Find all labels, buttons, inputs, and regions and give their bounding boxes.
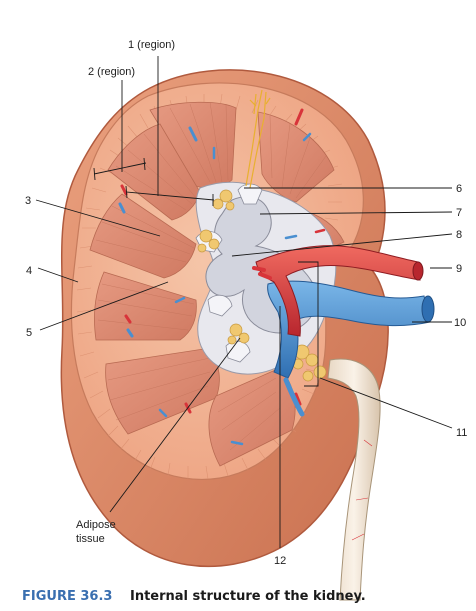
caption-figure-number: FIGURE 36.3 <box>22 589 113 604</box>
label-4: 4 <box>26 265 33 277</box>
label-8: 8 <box>456 229 463 241</box>
label-11: 11 <box>456 427 468 439</box>
label-12: 12 <box>274 555 287 567</box>
caption-title: Internal structure of the kidney. <box>130 589 366 604</box>
label-adipose-line1: Adipose <box>76 519 116 531</box>
label-3: 3 <box>25 195 32 207</box>
label-adipose-line2: tissue <box>76 533 105 545</box>
label-10: 10 <box>454 317 467 329</box>
label-region-1: 1 (region) <box>128 39 176 51</box>
label-9: 9 <box>456 263 463 275</box>
label-region-2: 2 (region) <box>88 66 136 78</box>
figure-caption <box>22 589 366 604</box>
label-7: 7 <box>456 207 463 219</box>
label-6: 6 <box>456 183 463 195</box>
label-5: 5 <box>26 327 33 339</box>
